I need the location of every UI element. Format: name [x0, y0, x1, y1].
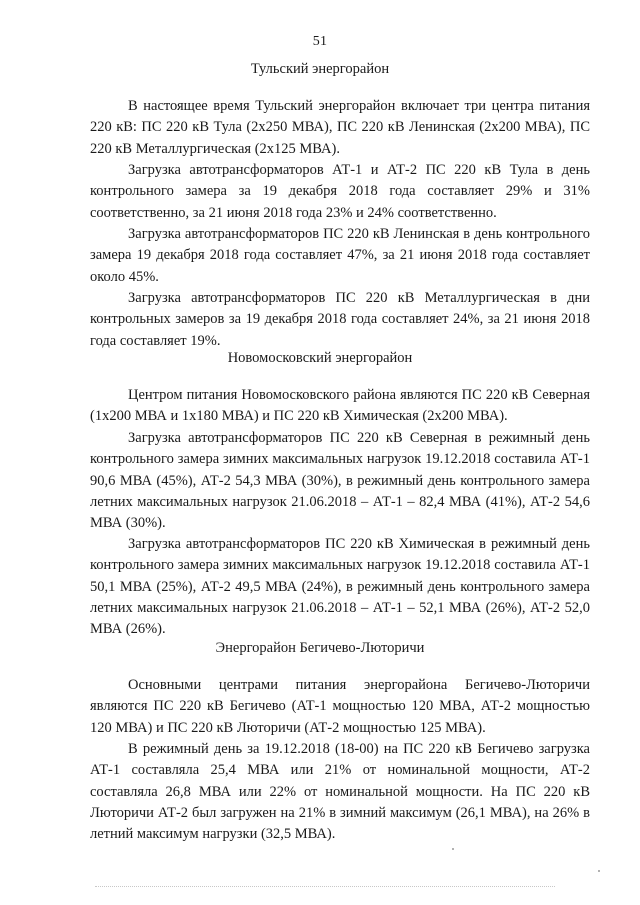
paragraph: Загрузка автотрансформаторов ПС 220 кВ Химическая в режимный день контрольного замера зимних максимальных нагрузок 19.12.2018 составила АТ-1 50,1 МВА (25%), АТ-2 49,5 МВА (24%), в режимный день контрольного замера летних максимальных нагрузок 21.06.2018 – АТ-1 – 52,1 МВА (26%), АТ-2 52,0 МВА (26%).	[90, 536, 590, 638]
scan-artifact-dot	[452, 848, 454, 850]
paragraph: В режимный день за 19.12.2018 (18-00) на ПС 220 кВ Бегичево загрузка АТ-1 составляла 25,4 МВА или 21% от номинальной мощности, АТ-2 составляла 26,8 МВА или 22% от номинальной мощности. На ПС 220 кВ Люторичи АТ-2 был загружен на 21% в зимний максимум (26,1 МВА), на 26% в летний максимум нагрузки (32,5 МВА).	[90, 741, 590, 843]
page-number: 51	[312, 34, 328, 49]
paragraph: Загрузка автотрансформаторов ПС 220 кВ Ленинская в день контрольного замера 19 декабря 2018 года составляет 47%, за 21 июня 2018 года составляет около 45%.	[90, 226, 590, 285]
section-heading-begichevo: Энергорайон Бегичево-Люторичи	[215, 640, 425, 656]
paragraph: Основными центрами питания энергорайона Бегичево-Люторичи являются ПС 220 кВ Бегичево (АТ-1 мощностью 120 МВА, АТ-2 мощностью 120 МВА) и ПС 220 кВ Люторичи (АТ-2 мощностью 125 МВА).	[90, 677, 590, 736]
paragraph: Загрузка автотрансформаторов АТ-1 и АТ-2 ПС 220 кВ Тула в день контрольного замера за 19 декабря 2018 года составляет 29% и 31% соответственно, за 21 июня 2018 года 23% и 24% соответственно.	[90, 162, 590, 221]
scan-artifact-line	[95, 886, 555, 888]
section-heading-tula: Тульский энергорайон	[250, 61, 390, 77]
section-heading-novomoskovsk: Новомосковский энергорайон	[227, 350, 413, 366]
paragraph: Центром питания Новомосковского района являются ПС 220 кВ Северная (1х200 МВА и 1х180 МВА) и ПС 220 кВ Химическая (2х200 МВА).	[90, 387, 590, 425]
scan-artifact-dot	[598, 870, 600, 872]
paragraph: В настоящее время Тульский энергорайон включает три центра питания 220 кВ: ПС 220 кВ Тула (2х250 МВА), ПС 220 кВ Ленинская (2х200 МВА), ПС 220 кВ Металлургическая (2х125 МВА).	[90, 98, 590, 157]
paragraph: Загрузка автотрансформаторов ПС 220 кВ Металлургическая в дни контрольных замеров за 19 декабря 2018 года составляет 24%, за 21 июня 2018 года составляет 19%.	[90, 290, 590, 349]
paragraph: Загрузка автотрансформаторов ПС 220 кВ Северная в режимный день контрольного замера зимних максимальных нагрузок 19.12.2018 составила АТ-1 90,6 МВА (45%), АТ-2 54,3 МВА (30%), в режимный день контрольного замера летних максимальных нагрузок 21.06.2018 – АТ-1 – 82,4 МВА (41%), АТ-2 54,6 МВА (30%).	[90, 430, 590, 532]
